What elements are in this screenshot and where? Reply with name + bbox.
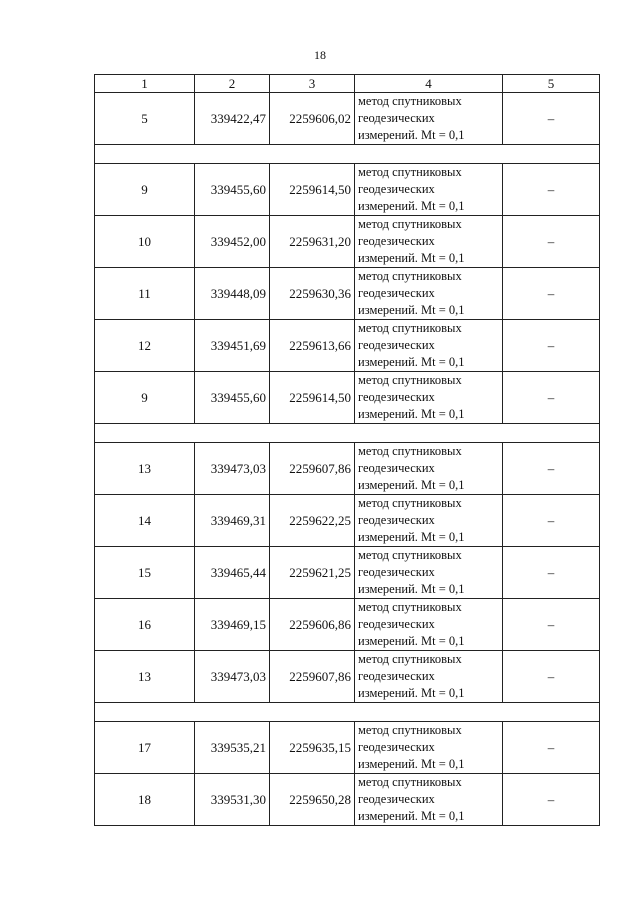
note-cell: – [503, 164, 600, 216]
method-line: геодезических [358, 338, 435, 352]
x-coordinate-cell: 339422,47 [195, 93, 270, 145]
separator-cell [95, 424, 600, 443]
coordinates-table [94, 74, 600, 826]
method-line: геодезических [358, 111, 435, 125]
method-line: измерений. Mt = 0,1 [358, 757, 465, 771]
method-line: геодезических [358, 234, 435, 248]
x-coordinate-cell: 339473,03 [195, 651, 270, 703]
table-header-row [95, 75, 600, 93]
y-coordinate-cell: 2259613,66 [270, 320, 355, 372]
point-number-cell: 13 [95, 651, 195, 703]
note-cell: – [503, 599, 600, 651]
note-cell: – [503, 320, 600, 372]
method-line: измерений. Mt = 0,1 [358, 530, 465, 544]
point-number-cell: 14 [95, 495, 195, 547]
table-row [95, 651, 600, 703]
method-line: метод спутниковых [358, 548, 462, 562]
method-cell [355, 216, 503, 268]
method-line: метод спутниковых [358, 373, 462, 387]
table-row [95, 216, 600, 268]
y-coordinate-cell: 2259630,36 [270, 268, 355, 320]
method-line: метод спутниковых [358, 269, 462, 283]
table-row [95, 93, 600, 145]
header-cell: 3 [270, 75, 355, 93]
method-line: геодезических [358, 513, 435, 527]
separator-cell [95, 703, 600, 722]
point-number-cell: 15 [95, 547, 195, 599]
method-line: измерений. Mt = 0,1 [358, 634, 465, 648]
method-line: геодезических [358, 565, 435, 579]
note-cell: – [503, 93, 600, 145]
method-line: измерений. Mt = 0,1 [358, 686, 465, 700]
note-cell: – [503, 722, 600, 774]
x-coordinate-cell: 339452,00 [195, 216, 270, 268]
table-separator-row [95, 424, 600, 443]
point-number-cell: 18 [95, 774, 195, 826]
table-row [95, 320, 600, 372]
point-number-cell: 16 [95, 599, 195, 651]
method-line: метод спутниковых [358, 444, 462, 458]
method-cell [355, 443, 503, 495]
x-coordinate-cell: 339455,60 [195, 164, 270, 216]
header-cell: 4 [355, 75, 503, 93]
method-line: геодезических [358, 286, 435, 300]
method-line: измерений. Mt = 0,1 [358, 582, 465, 596]
point-number-cell: 5 [95, 93, 195, 145]
y-coordinate-cell: 2259614,50 [270, 164, 355, 216]
method-line: измерений. Mt = 0,1 [358, 128, 465, 142]
y-coordinate-cell: 2259650,28 [270, 774, 355, 826]
table-row [95, 443, 600, 495]
y-coordinate-cell: 2259607,86 [270, 651, 355, 703]
table-row [95, 495, 600, 547]
method-line: геодезических [358, 182, 435, 196]
method-line: метод спутниковых [358, 652, 462, 666]
separator-cell [95, 145, 600, 164]
header-cell: 1 [95, 75, 195, 93]
method-line: метод спутниковых [358, 496, 462, 510]
x-coordinate-cell: 339469,31 [195, 495, 270, 547]
point-number-cell: 11 [95, 268, 195, 320]
method-cell [355, 651, 503, 703]
method-line: измерений. Mt = 0,1 [358, 809, 465, 823]
method-cell [355, 268, 503, 320]
table-row [95, 599, 600, 651]
method-cell [355, 599, 503, 651]
table-separator-row [95, 145, 600, 164]
method-line: измерений. Mt = 0,1 [358, 251, 465, 265]
table-row [95, 164, 600, 216]
note-cell: – [503, 443, 600, 495]
method-cell [355, 372, 503, 424]
note-cell: – [503, 651, 600, 703]
method-line: геодезических [358, 669, 435, 683]
x-coordinate-cell: 339451,69 [195, 320, 270, 372]
method-cell [355, 164, 503, 216]
method-cell [355, 547, 503, 599]
method-cell [355, 722, 503, 774]
y-coordinate-cell: 2259631,20 [270, 216, 355, 268]
method-cell [355, 774, 503, 826]
method-cell [355, 495, 503, 547]
y-coordinate-cell: 2259621,25 [270, 547, 355, 599]
method-line: измерений. Mt = 0,1 [358, 355, 465, 369]
method-line: геодезических [358, 740, 435, 754]
method-line: геодезических [358, 390, 435, 404]
header-cell: 2 [195, 75, 270, 93]
method-line: измерений. Mt = 0,1 [358, 407, 465, 421]
method-line: геодезических [358, 617, 435, 631]
x-coordinate-cell: 339448,09 [195, 268, 270, 320]
table-row [95, 547, 600, 599]
table-body [95, 75, 600, 826]
y-coordinate-cell: 2259606,86 [270, 599, 355, 651]
method-line: геодезических [358, 792, 435, 806]
page-number: 18 [314, 48, 326, 62]
x-coordinate-cell: 339465,44 [195, 547, 270, 599]
x-coordinate-cell: 339535,21 [195, 722, 270, 774]
table-row [95, 268, 600, 320]
note-cell: – [503, 495, 600, 547]
method-line: метод спутниковых [358, 165, 462, 179]
y-coordinate-cell: 2259607,86 [270, 443, 355, 495]
x-coordinate-cell: 339455,60 [195, 372, 270, 424]
method-line: метод спутниковых [358, 723, 462, 737]
y-coordinate-cell: 2259635,15 [270, 722, 355, 774]
point-number-cell: 9 [95, 164, 195, 216]
method-line: измерений. Mt = 0,1 [358, 303, 465, 317]
table-row [95, 722, 600, 774]
y-coordinate-cell: 2259606,02 [270, 93, 355, 145]
x-coordinate-cell: 339473,03 [195, 443, 270, 495]
table-separator-row [95, 703, 600, 722]
method-line: измерений. Mt = 0,1 [358, 199, 465, 213]
header-cell: 5 [503, 75, 600, 93]
point-number-cell: 17 [95, 722, 195, 774]
method-line: метод спутниковых [358, 600, 462, 614]
table-row [95, 372, 600, 424]
note-cell: – [503, 547, 600, 599]
method-line: метод спутниковых [358, 94, 462, 108]
note-cell: – [503, 372, 600, 424]
point-number-cell: 10 [95, 216, 195, 268]
note-cell: – [503, 774, 600, 826]
method-cell [355, 93, 503, 145]
point-number-cell: 9 [95, 372, 195, 424]
method-line: измерений. Mt = 0,1 [358, 478, 465, 492]
point-number-cell: 13 [95, 443, 195, 495]
method-line: метод спутниковых [358, 217, 462, 231]
y-coordinate-cell: 2259614,50 [270, 372, 355, 424]
x-coordinate-cell: 339469,15 [195, 599, 270, 651]
method-line: метод спутниковых [358, 775, 462, 789]
method-cell [355, 320, 503, 372]
point-number-cell: 12 [95, 320, 195, 372]
y-coordinate-cell: 2259622,25 [270, 495, 355, 547]
note-cell: – [503, 216, 600, 268]
note-cell: – [503, 268, 600, 320]
method-line: геодезических [358, 461, 435, 475]
x-coordinate-cell: 339531,30 [195, 774, 270, 826]
method-line: метод спутниковых [358, 321, 462, 335]
table-row [95, 774, 600, 826]
